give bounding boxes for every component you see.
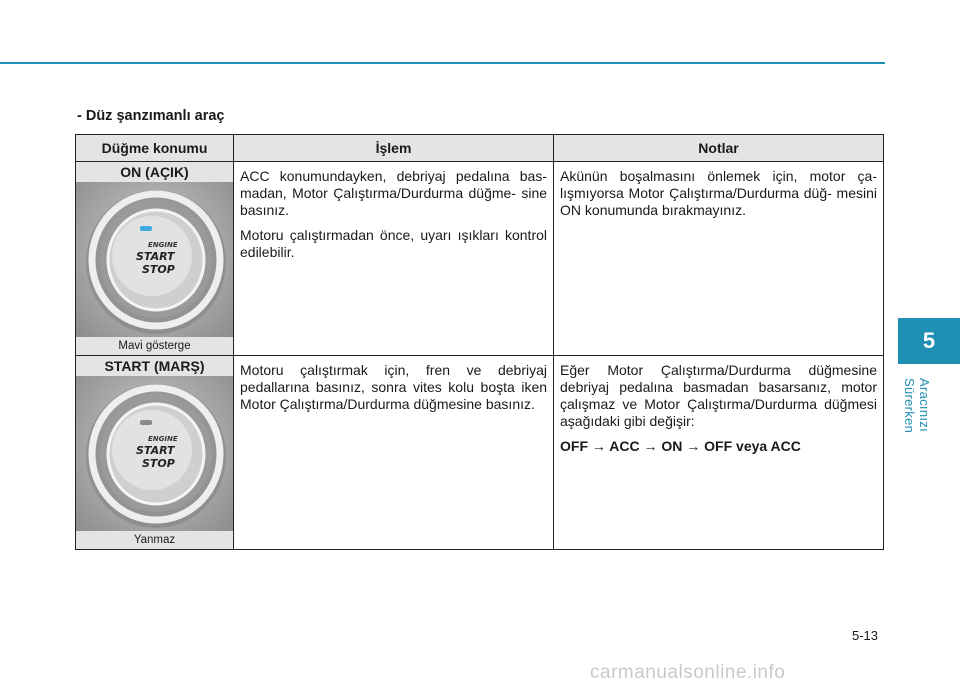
chapter-title: Aracınızı Sürerken <box>902 378 932 434</box>
operation-cell <box>234 356 554 550</box>
unlit-indicator <box>140 420 152 425</box>
header-notes: Notlar <box>554 135 884 162</box>
watermark: carmanualsonline.info <box>590 662 786 683</box>
table-header-row <box>76 135 884 162</box>
image-caption: Mavi gösterge <box>76 337 233 355</box>
blue-indicator <box>140 226 152 231</box>
button-text-start: START <box>136 444 175 457</box>
header-operation: İşlem <box>234 135 554 162</box>
button-text-engine: ENGINE <box>148 241 178 249</box>
notes-cell <box>554 356 884 550</box>
page-number: 5-13 <box>852 628 879 643</box>
operation-text: Motoru çalıştırmak için, fren ve debriyaj pedallarına basınız, sonra vites kolu boşta iken Motor Çalıştırma/Durdurma düğmesine basınız. <box>240 362 548 412</box>
state-sequence: OFF → ACC → ON → OFF veya ACC <box>560 438 801 454</box>
button-text-stop: STOP <box>142 263 175 276</box>
header-position: Düğme konumu <box>76 135 234 162</box>
position-cell <box>76 356 234 550</box>
notes-text: Akünün boşalmasını önlemek için, motor ça- lışmıyorsa Motor Çalıştırma/Durdurma düğ- mesini ON konumunda bırakmayınız. <box>560 168 877 218</box>
button-position-table <box>75 134 884 550</box>
button-text-engine: ENGINE <box>148 435 178 443</box>
position-label: START (MARŞ) <box>76 356 233 376</box>
start-stop-button-icon <box>76 182 233 337</box>
position-cell <box>76 162 234 356</box>
button-text-stop: STOP <box>142 457 175 470</box>
start-stop-button-icon <box>76 376 233 531</box>
notes-cell <box>554 162 884 356</box>
image-caption: Yanmaz <box>76 531 233 549</box>
section-heading: - Düz şanzımanlı araç <box>77 108 225 124</box>
operation-text: Motoru çalıştırmadan önce, uyarı ışıkları kontrol edilebilir. <box>240 227 548 260</box>
start-button-photo <box>76 182 233 337</box>
operation-text: ACC konumundayken, debriyaj pedalına bas- madan, Motor Çalıştırma/Durdurma düğme- sine basınız. <box>240 168 548 218</box>
operation-cell <box>234 162 554 356</box>
table-row <box>76 162 884 356</box>
start-button-photo <box>76 376 233 531</box>
table-row <box>76 356 884 550</box>
button-text-start: START <box>136 250 175 263</box>
chapter-tab: 5 <box>898 318 960 364</box>
top-rule <box>0 62 885 64</box>
position-label: ON (AÇIK) <box>76 162 233 182</box>
notes-text: Eğer Motor Çalıştırma/Durdurma düğmesine debriyaj pedalına basmadan basarsanız, motor çalışmaz ve Motor Çalıştırma/Durdurma düğmesi aşağıdaki gibi değişir: <box>560 362 877 429</box>
